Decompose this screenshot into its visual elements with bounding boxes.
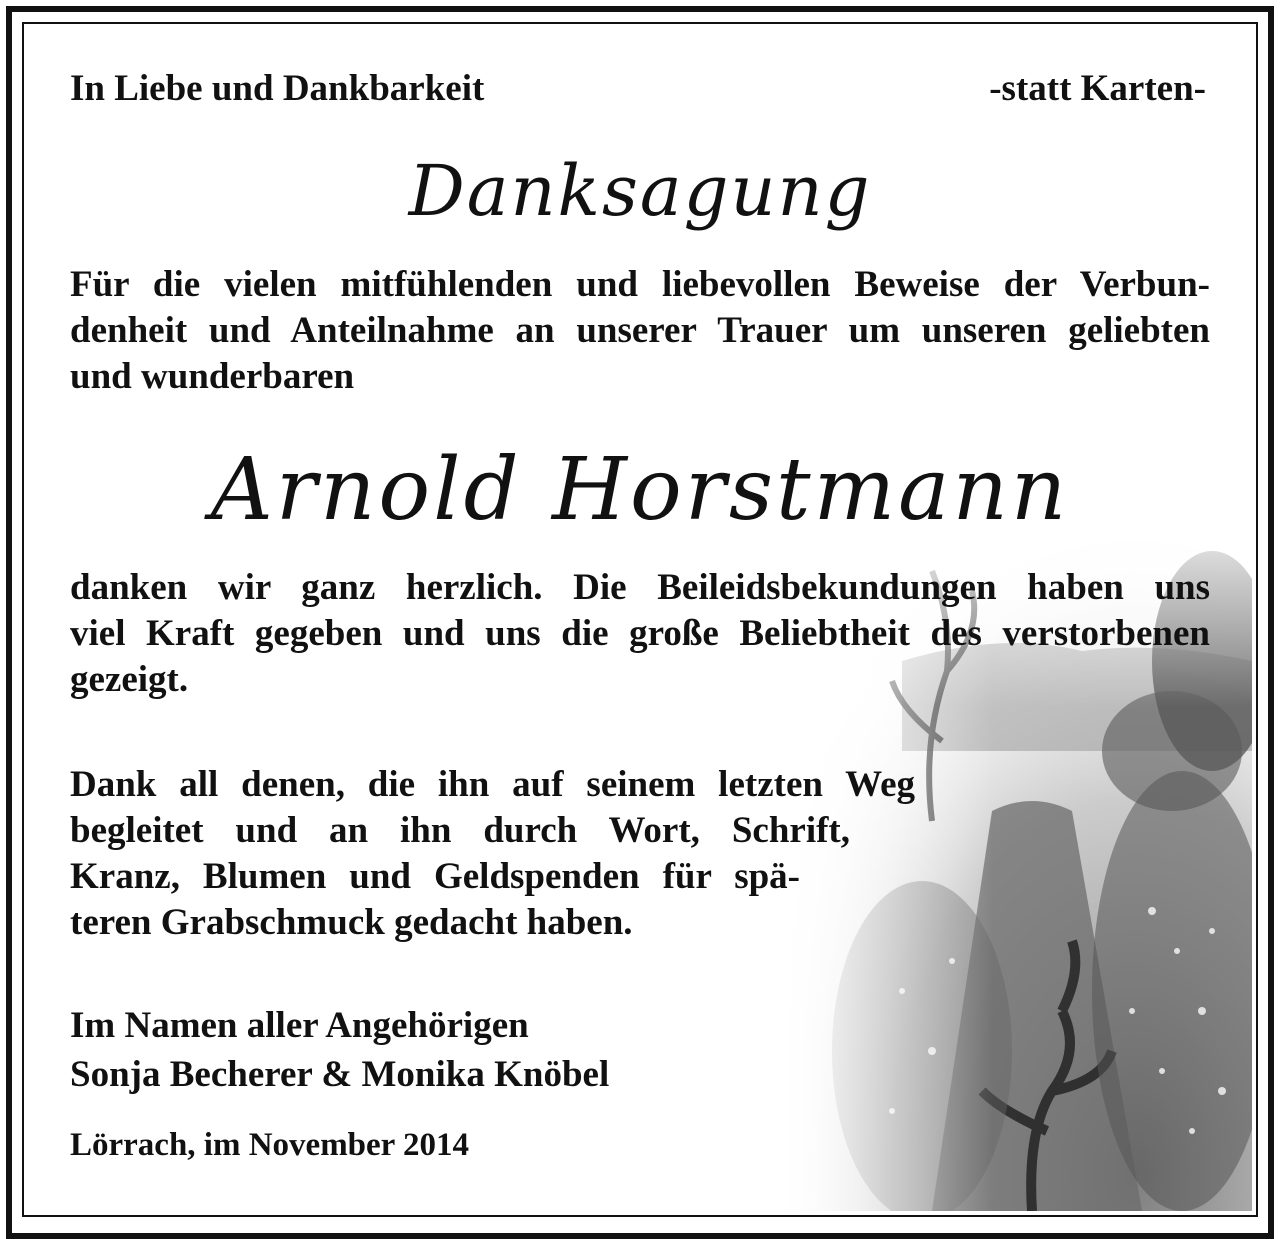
intro-paragraph: [70, 262, 1210, 400]
intro-line: denheit und Anteilnahme an unserer Trauer um unseren geliebten: [70, 310, 1210, 351]
thanks-line: danken wir ganz herzlich. Die Beileidsbekundungen haben uns: [70, 567, 1210, 608]
place-date: Lörrach, im November 2014: [70, 1127, 469, 1163]
header-left-text: In Liebe und Dankbarkeit: [70, 68, 485, 109]
thanks-line: gezeigt.: [70, 659, 189, 700]
closing-line-1: Im Namen aller Angehörigen: [70, 1005, 529, 1046]
gratitude-line: Dank all denen, die ihn auf seinem letzten Weg: [70, 764, 915, 805]
gratitude-line: teren Grabschmuck gedacht haben.: [70, 902, 633, 943]
intro-line: und wunderbaren: [70, 356, 355, 397]
closing-signature: Sonja Becherer & Monika Knöbel: [70, 1054, 610, 1095]
gratitude-line: Kranz, Blumen und Geldspenden für spä-: [70, 856, 800, 897]
intro-line: Für die vielen mitfühlenden und liebevollen Beweise der Verbun-: [70, 264, 1210, 305]
thanks-paragraph: [70, 565, 1210, 703]
gratitude-line: begleitet und an ihn durch Wort, Schrift,: [70, 810, 850, 851]
thanks-line: viel Kraft gegeben und uns die große Beliebtheit des verstorbenen: [70, 613, 1210, 654]
header-right-text: -statt Karten-: [989, 68, 1206, 109]
gratitude-paragraph: [70, 762, 915, 946]
page-title: Danksagung: [408, 150, 872, 232]
deceased-name: Arnold Horstmann: [210, 440, 1070, 540]
